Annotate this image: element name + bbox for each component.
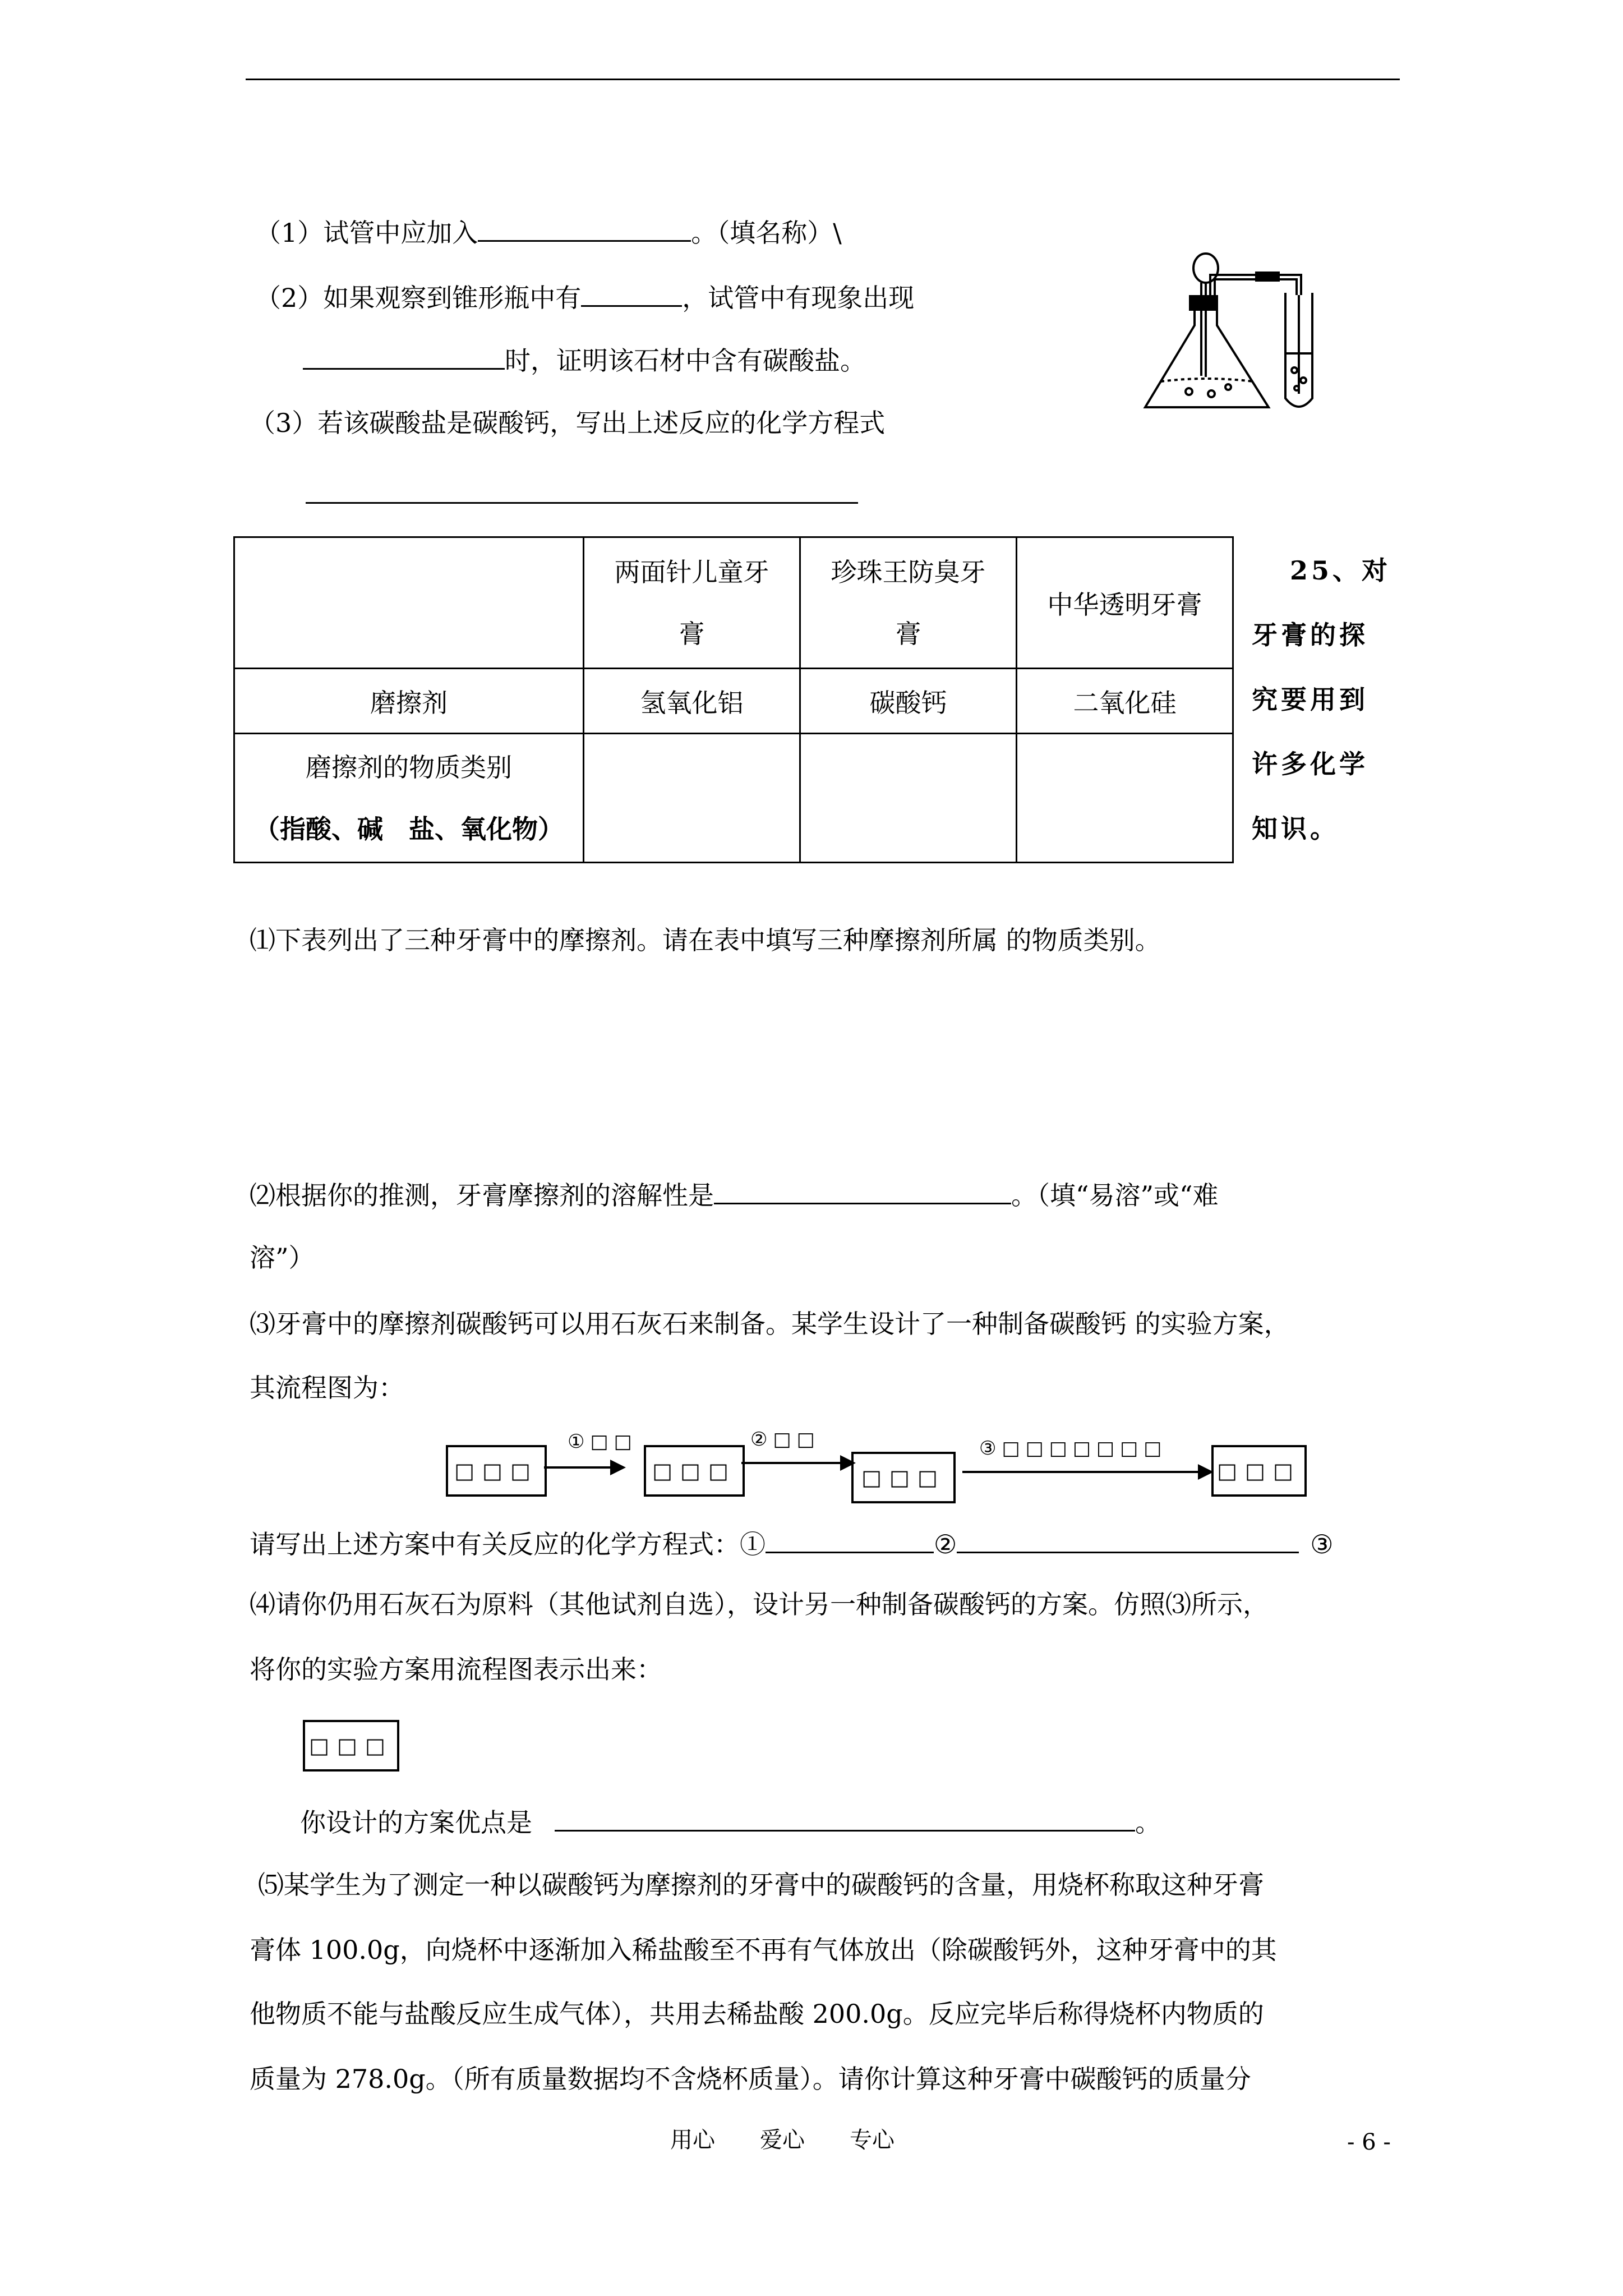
flow-box-2: □□□ [644, 1445, 745, 1497]
q25-equations [250, 1525, 1334, 1561]
header-rule [246, 79, 1400, 80]
q1-part2-text: （2）如果观察到锥形瓶中有 [255, 283, 582, 313]
q25-part5-line3: 他物质不能与盐酸反应生成气体），共用去稀盐酸 200.0g。反应完毕后称得烧杯内物质的 [250, 1999, 1264, 2029]
flow-arrow-2 [741, 1462, 841, 1464]
q1-part2-blank-b[interactable] [303, 341, 505, 370]
q25-side-line: 许多化学 [1252, 749, 1368, 779]
q25-equation-blank-1[interactable] [766, 1525, 934, 1553]
q25-equation-blank-2[interactable] [957, 1525, 1299, 1553]
q25-side-line: 25、对 [1289, 555, 1391, 586]
q25-part2 [250, 1176, 1219, 1212]
q25-side-line: 究要用到 [1252, 684, 1368, 715]
flow-box-end: □□□ [1211, 1445, 1307, 1497]
flow-arrow-2-label: ②□□ [750, 1428, 820, 1451]
q1-part3-answer-line[interactable] [306, 502, 858, 504]
table-row2-answer-cell[interactable] [800, 734, 1017, 863]
q1-part1-blank[interactable] [478, 213, 691, 242]
table-row2-label [234, 734, 584, 863]
table-row2-label-line1: 磨擦剂的物质类别 [306, 752, 512, 783]
q25-part5-line2: 膏体 100.0g，向烧杯中逐渐加入稀盐酸至不再有气体放出（除碳酸钙外，这种牙膏中的其 [250, 1935, 1277, 1965]
flow-arrow-3 [962, 1471, 1199, 1473]
table-header-col1 [584, 537, 800, 669]
q25-part2-blank[interactable] [714, 1176, 1011, 1204]
q25-side-line: 知识。 [1252, 813, 1339, 844]
q1-part1-suffix: 。（填名称）\ [691, 218, 842, 248]
flask-test-tube-apparatus [1138, 247, 1363, 415]
page-number: - 6 - [1347, 2129, 1391, 2155]
q25-part5-line4: 质量为 278.0g。（所有质量数据均不含烧杯质量）。请你计算这种牙膏中碳酸钙的质量分 [250, 2064, 1251, 2094]
table-header-col3: 中华透明牙膏 [1017, 537, 1233, 669]
q25-part4-line2: 将你的实验方案用流程图表示出来： [250, 1654, 662, 1685]
q25-side-text [1252, 539, 1391, 861]
table-row1-cell: 碳酸钙 [800, 669, 1017, 734]
q25-part2-text: ⑵根据你的推测，牙膏摩擦剂的溶解性是 [250, 1180, 714, 1211]
flow-arrow-3-label: ③□□□□□□□ [979, 1437, 1168, 1460]
q1-part3: （3）若该碳酸盐是碳酸钙，写出上述反应的化学方程式 [250, 408, 886, 438]
table-row1-cell: 二氧化硅 [1017, 669, 1233, 734]
flow-arrow-1-label: ①□□ [568, 1430, 638, 1453]
q25-part1: ⑴下表列出了三种牙膏中的摩擦剂。请在表中填写三种摩擦剂所属 的物质类别。 [250, 925, 1161, 955]
q25-advantage-end: 。 [1135, 1807, 1161, 1838]
toothpaste-table [233, 536, 1234, 863]
q25-part3-line1: ⑶牙膏中的摩擦剂碳酸钙可以用石灰石来制备。某学生设计了一种制备碳酸钙 的实验方案， [250, 1309, 1290, 1339]
q1-part2 [255, 278, 914, 315]
q1-part2-cont [303, 341, 866, 378]
q1-part1-text: （1）试管中应加入 [255, 218, 478, 248]
table-row2-answer-cell[interactable] [1017, 734, 1233, 863]
q1-part2-blank-a[interactable] [581, 278, 682, 307]
q1-part2-cont-text: 时，证明该石材中含有碳酸盐。 [505, 346, 866, 376]
table-row2-label-line2: （指酸、碱 盐、氧化物） [254, 813, 564, 844]
q1-part1 [255, 213, 842, 250]
table-row1-cell: 氢氧化铝 [584, 669, 800, 734]
q25-part4-line1: ⑷请你仍用石灰石为原料（其他试剂自选），设计另一种制备碳酸钙的方案。仿照⑶所示， [250, 1589, 1269, 1619]
table-header-col1-text: 两面针儿童牙膏 [614, 556, 769, 649]
flow-box-start: □□□ [446, 1445, 547, 1497]
q25-part2-suffix: 。（填“易溶”或“难 [1011, 1180, 1219, 1211]
flow-arrow-1-head [610, 1460, 626, 1475]
q25-equation-mark-2: ② [934, 1529, 957, 1559]
table-header-col2 [800, 537, 1017, 669]
table-row1-label: 磨擦剂 [234, 669, 584, 734]
flow-box-3: □□□ [851, 1452, 956, 1503]
q25-side-line: 牙膏的探 [1252, 620, 1368, 650]
table-header-empty [234, 537, 584, 669]
table-row2-answer-cell[interactable] [584, 734, 800, 863]
q25-advantage-text: 你设计的方案优点是 [300, 1807, 532, 1838]
footer-motto: 用心 爱心 专心 [670, 2127, 895, 2153]
q25-part3-line2: 其流程图为： [250, 1373, 404, 1403]
q25-part5-line1: ⑸某学生为了测定一种以碳酸钙为摩擦剂的牙膏中的碳酸钙的含量，用烧杯称取这种牙膏 [258, 1870, 1264, 1900]
q25-equation-mark-3: ③ [1310, 1529, 1334, 1559]
table-header-col2-text: 珍珠王防臭牙膏 [831, 556, 986, 649]
q25-equations-text: 请写出上述方案中有关反应的化学方程式：① [250, 1529, 766, 1559]
flow-arrow-1 [544, 1466, 611, 1469]
q25-advantage [300, 1803, 1161, 1839]
q25-advantage-blank[interactable] [555, 1803, 1135, 1832]
q1-part2-suffix: ，试管中有现象出现 [682, 283, 915, 313]
q25-part2-cont: 溶”） [250, 1243, 315, 1273]
flow-answer-box: □□□ [303, 1720, 399, 1772]
